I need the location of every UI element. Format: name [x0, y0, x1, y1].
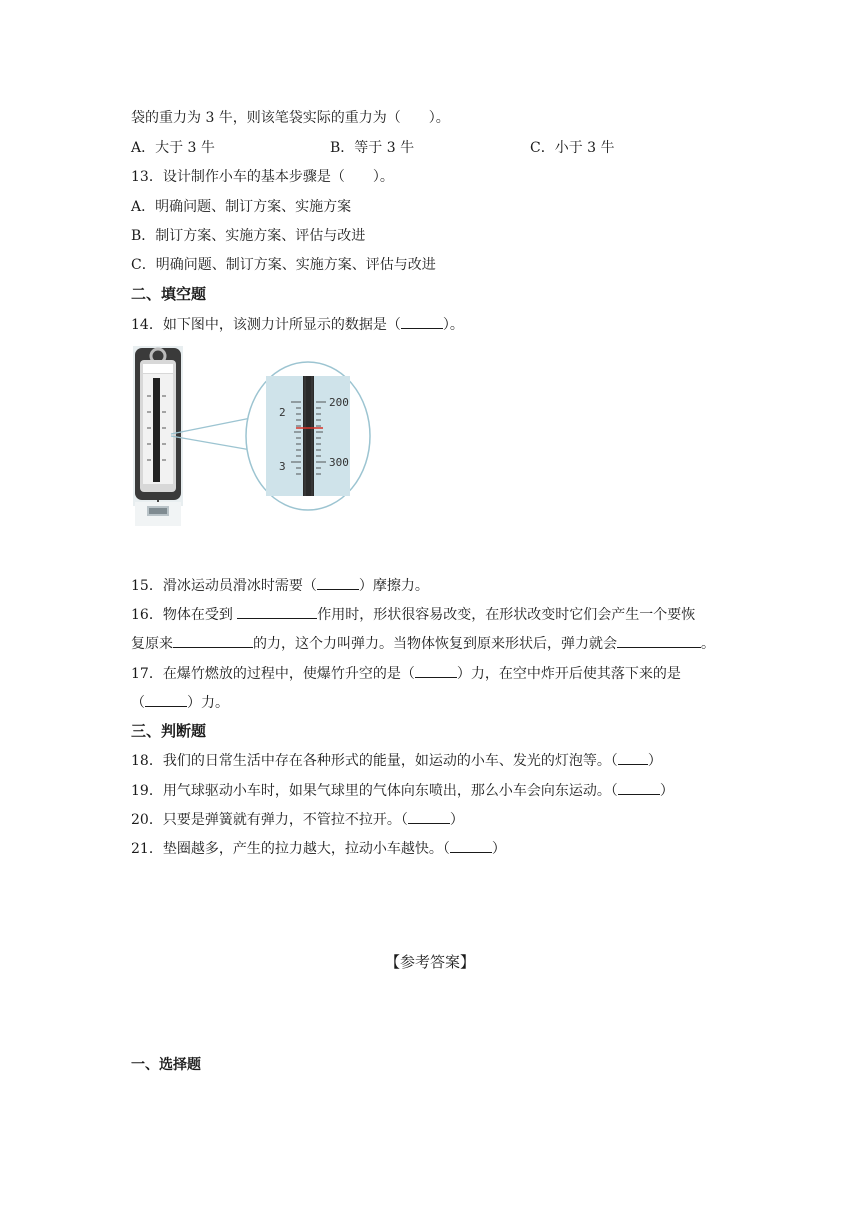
q17-blank-1[interactable] [415, 663, 457, 678]
q21-answer-blank[interactable] [450, 838, 492, 853]
q17-text-4: ）力。 [187, 695, 229, 711]
q15-answer-blank[interactable] [317, 575, 359, 590]
q16-text-5: 。 [701, 636, 715, 652]
q20-answer-blank[interactable] [408, 809, 450, 824]
q21-text-pre: 21．垫圈越多，产生的拉力越大，拉动小车越快。（ [131, 841, 450, 857]
answers-title: 【参考答案】 [384, 953, 475, 971]
q16-text-2: 作用时，形状很容易改变，在形状改变时它们会产生一个要恢 [317, 607, 696, 623]
q18-text-pre: 18．我们的日常生活中存在各种形式的能量，如运动的小车、发光的灯泡等。（ [131, 753, 618, 769]
q14-question [131, 314, 464, 335]
q16-line-1 [131, 604, 695, 625]
q12-option-c: C．小于 3 牛 [530, 140, 615, 156]
q19-text-pre: 19．用气球驱动小车时，如果气球里的气体向东喷出，那么小车会向东运动。（ [131, 783, 618, 799]
q13-option-b: B．制订方案、实施方案、评估与改进 [131, 228, 366, 244]
section-heading-fill-in: 二、填空题 [131, 285, 207, 303]
q14-text-pre: 14．如下图中，该测力计所显示的数据是（ [131, 317, 401, 333]
q16-text-1: 16．物体在受到 [131, 607, 238, 623]
q13-option-a: A．明确问题、制订方案、实施方案 [131, 199, 352, 215]
q12-option-b: B．等于 3 牛 [330, 140, 415, 156]
scale-label-right-300: 300 [329, 456, 349, 469]
q20-text-post: ） [449, 812, 464, 828]
q16-blank-2[interactable] [173, 633, 253, 648]
q16-blank-1[interactable] [237, 604, 317, 619]
q17-blank-2[interactable] [145, 692, 187, 707]
q19-text-post: ） [659, 783, 674, 799]
q18-answer-blank[interactable] [618, 750, 648, 765]
magnified-scale-view [246, 362, 370, 510]
spring-scale-figure [131, 346, 376, 531]
q19-question [131, 780, 674, 801]
q20-question [131, 809, 464, 830]
q21-text-post: ） [491, 841, 506, 857]
q12-continuation: 袋的重力为 3 牛，则该笔袋实际的重力为（ ）。 [131, 110, 450, 126]
q17-text-3: （ [131, 695, 145, 711]
q20-text-pre: 20．只要是弹簧就有弹力，不管拉不拉开。（ [131, 812, 408, 828]
q17-text-1: 17．在爆竹燃放的过程中，使爆竹升空的是（ [131, 666, 415, 682]
q16-text-4: 的力，这个力叫弹力。当物体恢复到原来形状后，弹力就会 [253, 636, 617, 652]
q21-question [131, 838, 506, 859]
q17-line-2 [131, 692, 229, 713]
q16-text-3: 复原来 [131, 636, 173, 652]
q15-text-pre: 15．滑冰运动员滑冰时需要（ [131, 578, 317, 594]
q12-option-a: A．大于 3 牛 [131, 140, 215, 156]
q19-answer-blank[interactable] [618, 780, 660, 795]
q15-text-post: ）摩擦力。 [358, 578, 429, 594]
q18-text-post: ） [647, 753, 662, 769]
q17-line-1 [131, 663, 681, 684]
q16-line-2 [131, 633, 715, 654]
q18-question [131, 750, 662, 771]
section-heading-true-false: 三、判断题 [131, 722, 207, 740]
scale-label-left-2: 2 [279, 406, 286, 419]
answers-section-heading: 一、选择题 [131, 1057, 201, 1073]
scale-label-right-200: 200 [329, 396, 349, 409]
q13-option-c: C．明确问题、制订方案、实施方案、评估与改进 [131, 257, 436, 273]
q16-blank-3[interactable] [617, 633, 701, 648]
spring-scale-device [133, 346, 183, 526]
q14-text-post: ）。 [442, 317, 464, 333]
q14-answer-blank[interactable] [401, 314, 443, 329]
q17-text-2: ）力，在空中炸开后使其落下来的是 [456, 666, 681, 682]
q13-stem: 13．设计制作小车的基本步骤是（ ）。 [131, 169, 394, 185]
q15-question [131, 575, 429, 596]
scale-label-left-3: 3 [279, 460, 286, 473]
